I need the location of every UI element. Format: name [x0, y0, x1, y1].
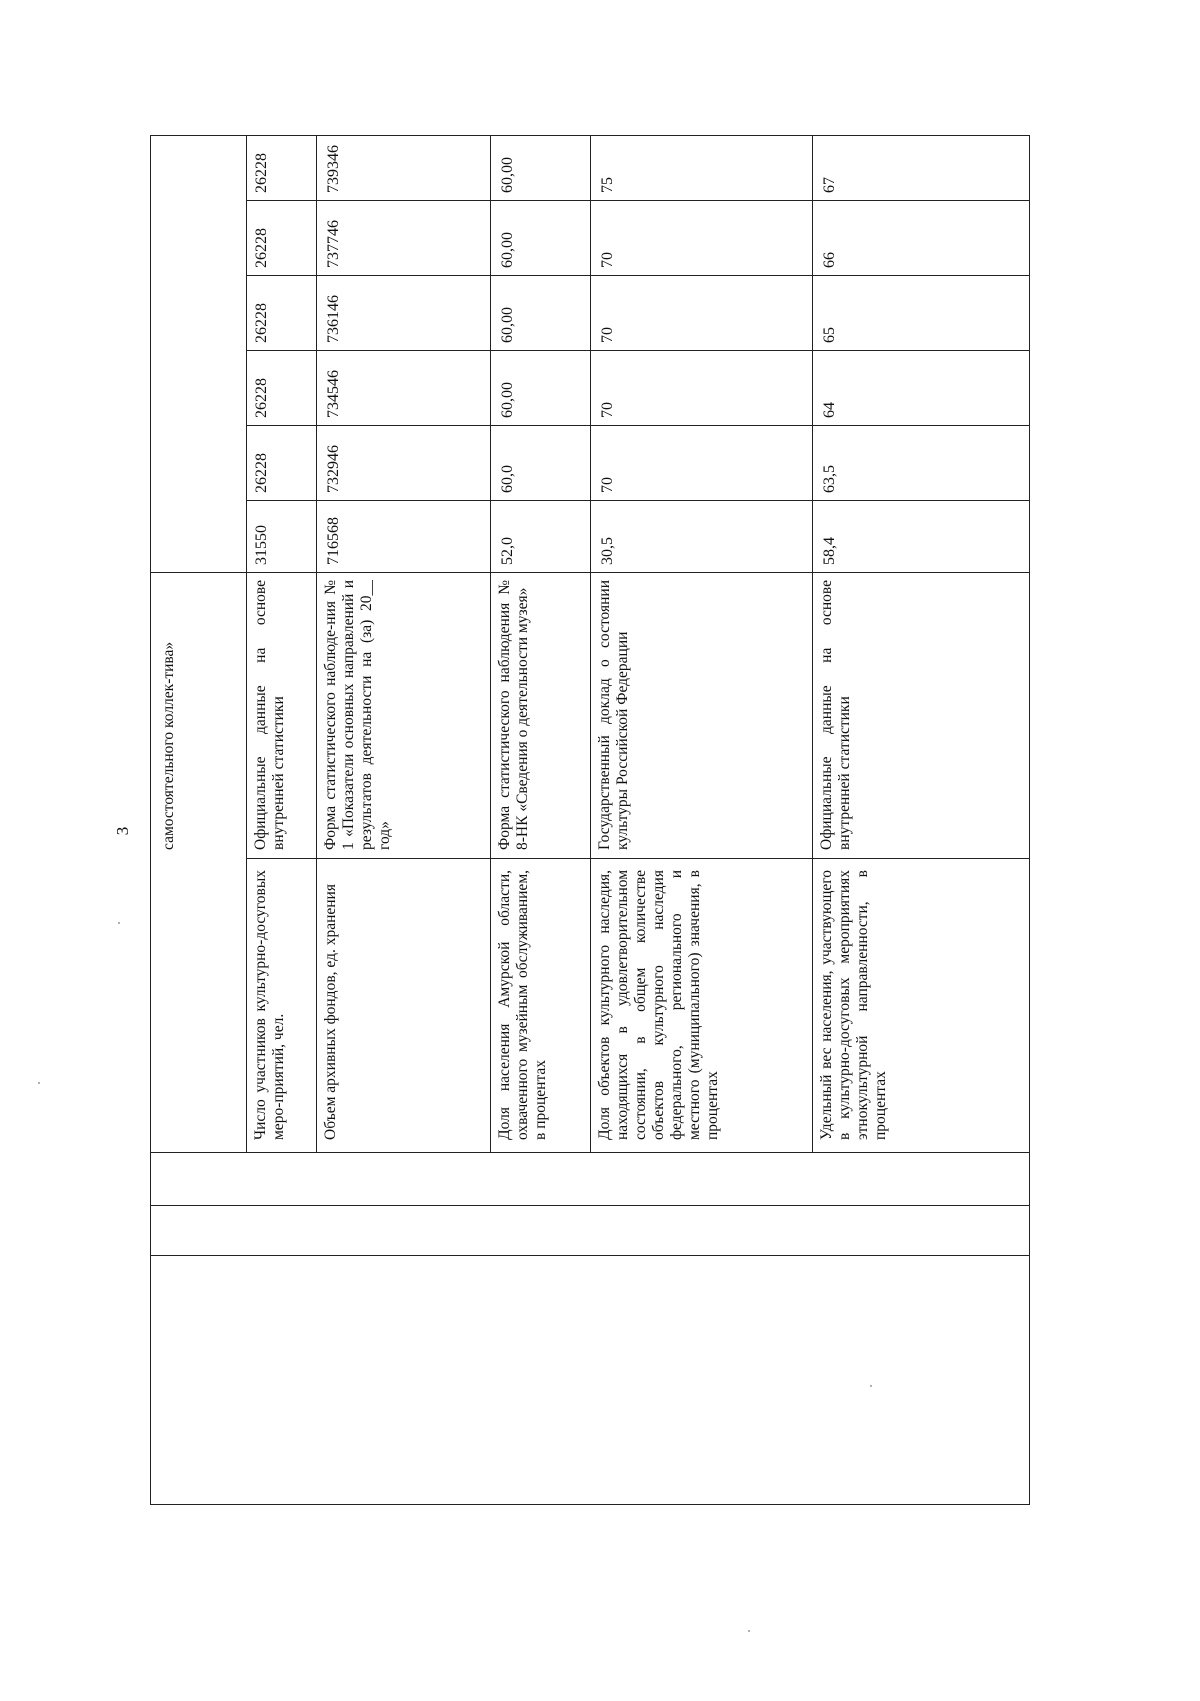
grid-line: [246, 500, 1030, 501]
grid-line: [490, 135, 491, 1152]
scan-speck: [748, 1630, 750, 1632]
source-cell: Форма статистического наблюдения № 8-НК «Сведения о деятельности музея»: [496, 580, 531, 850]
value-cell: 70: [599, 252, 616, 268]
indicator-cell: Объем архивных фондов, ед. хранения: [322, 884, 339, 1140]
grid-line: [246, 350, 1030, 351]
value-cell: 64: [821, 402, 838, 418]
indicator-cell: Доля объектов культурного наследия, находящихся в удовлетворительном состоянии, в общем количестве объектов культурного наследия федерального, регионального и местного (муниципального) значения, в процентах: [596, 870, 721, 1140]
value-cell: 716568: [325, 517, 342, 565]
indicator-cell: Число участников культурно-досуговых меро-приятий, чел.: [252, 870, 287, 1140]
grid-line: [812, 135, 813, 1152]
grid-line: [590, 135, 591, 1152]
source-cell: самостоятельного коллек-тива»: [160, 641, 177, 850]
value-cell: 70: [599, 477, 616, 493]
indicator-cell: Удельный вес населения, участвующего в культурно-досуговых мероприятиях этнокультурной направленности, в процентах: [818, 870, 889, 1140]
value-cell: 67: [821, 177, 838, 193]
value-cell: 66: [821, 252, 838, 268]
grid-line: [246, 135, 247, 1152]
grid-line: [246, 858, 1030, 859]
indicator-cell: Доля населения Амурской области, охваченного музейным обслуживанием, в процентах: [496, 870, 549, 1140]
value-cell: 60,00: [499, 382, 516, 418]
grid-line: [246, 275, 1030, 276]
value-cell: 732946: [325, 445, 342, 493]
value-cell: 30,5: [599, 537, 616, 565]
value-cell: 70: [599, 402, 616, 418]
value-cell: 737746: [325, 220, 342, 268]
source-cell: Форма статистического наблюде-ния № 1 «Показатели основных направлений и результатов деятельности на (за) 20__ год»: [322, 580, 393, 850]
value-cell: 63,5: [821, 465, 838, 493]
scan-speck: [870, 1385, 872, 1387]
value-cell: 734546: [325, 370, 342, 418]
value-cell: 26228: [253, 303, 270, 343]
value-cell: 736146: [325, 295, 342, 343]
value-cell: 739346: [325, 145, 342, 193]
value-cell: 60,00: [499, 232, 516, 268]
value-cell: 65: [821, 327, 838, 343]
value-cell: 60,0: [499, 465, 516, 493]
grid-line: [246, 425, 1030, 426]
grid-line: [150, 1152, 1030, 1153]
scan-speck: [118, 922, 120, 924]
value-cell: 26228: [253, 153, 270, 193]
grid-line: [150, 1255, 1030, 1256]
value-cell: 26228: [253, 378, 270, 418]
value-cell: 60,00: [499, 157, 516, 193]
page-number: 3: [113, 826, 132, 836]
value-cell: 58,4: [821, 537, 838, 565]
value-cell: 60,00: [499, 307, 516, 343]
source-cell: Официальные данные на основе внутренней статистики: [252, 580, 287, 850]
source-cell: Официальные данные на основе внутренней статистики: [818, 580, 853, 850]
source-cell: Государственный доклад о состоянии культуры Российской Федерации: [596, 580, 631, 850]
grid-line: [246, 200, 1030, 201]
value-cell: 52,0: [499, 537, 516, 565]
value-cell: 75: [599, 177, 616, 193]
value-cell: 26228: [253, 453, 270, 493]
grid-line: [316, 135, 317, 1152]
grid-line: [150, 1205, 1030, 1206]
value-cell: 26228: [253, 228, 270, 268]
scan-speck: [38, 1082, 40, 1084]
value-cell: 31550: [253, 525, 270, 565]
value-cell: 70: [599, 327, 616, 343]
